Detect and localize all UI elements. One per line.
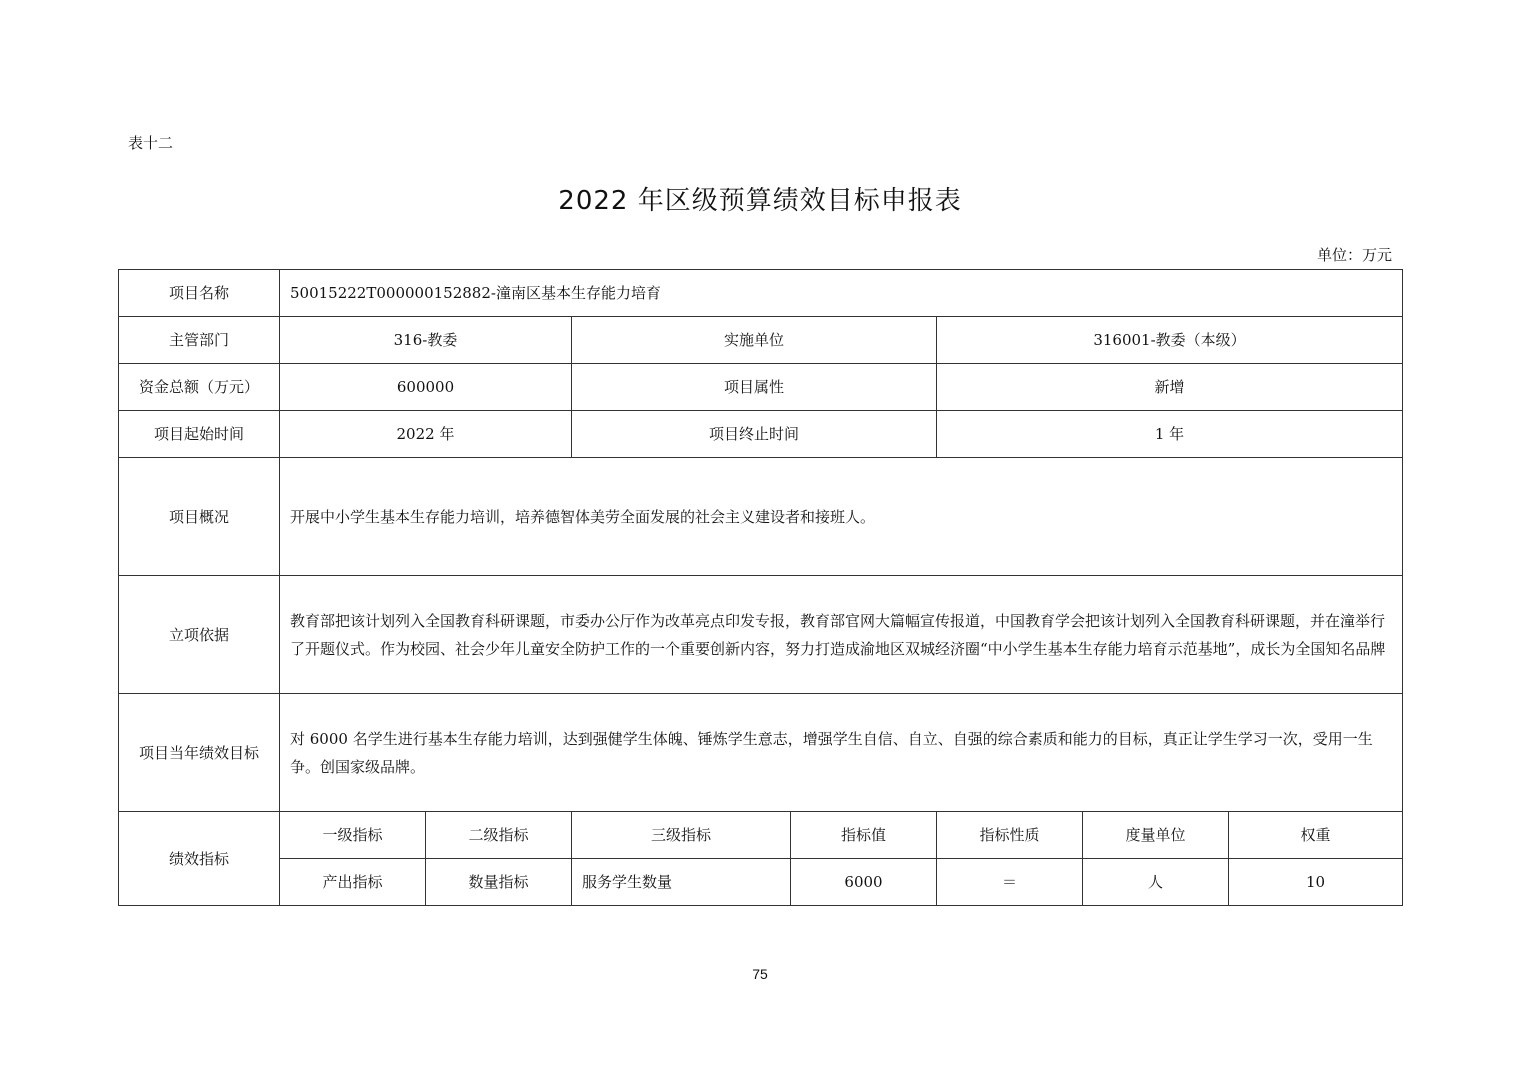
indicator-header-nature: 指标性质: [937, 812, 1083, 859]
table-row-department: [119, 317, 1403, 364]
table-row-indicator: [119, 859, 1403, 906]
indicator-header-weight: 权重: [1229, 812, 1403, 859]
start-time-label: 项目起始时间: [119, 411, 280, 458]
table-row-fund: [119, 364, 1403, 411]
table-row-overview: [119, 458, 1403, 576]
indicator-value: 6000: [791, 859, 937, 906]
table-row-project-name: [119, 270, 1403, 317]
indicator-header-level2: 二级指标: [426, 812, 572, 859]
table-row-time: [119, 411, 1403, 458]
basis-value: 教育部把该计划列入全国教育科研课题，市委办公厅作为改革亮点印发专报，教育部官网大篇幅宣传报道，中国教育学会把该计划列入全国教育科研课题，并在潼举行了开题仪式。作为校园、社会少年儿童安全防护工作的一个重要创新内容，努力打造成渝地区双城经济圈“中小学生基本生存能力培育示范基地”，成长为全国知名品牌: [280, 576, 1403, 694]
indicator-header-level1: 一级指标: [280, 812, 426, 859]
overview-label: 项目概况: [119, 458, 280, 576]
budget-performance-table: [118, 269, 1403, 906]
project-attribute-value: 新增: [937, 364, 1403, 411]
basis-label: 立项依据: [119, 576, 280, 694]
unit-label: 单位：万元: [1316, 246, 1392, 264]
page-number: 75: [752, 966, 768, 982]
project-attribute-label: 项目属性: [572, 364, 937, 411]
total-fund-label: 资金总额（万元）: [119, 364, 280, 411]
page-title: 2022 年区级预算绩效目标申报表: [558, 186, 962, 216]
implementing-unit-value: 316001-教委（本级）: [937, 317, 1403, 364]
table-label: 表十二: [128, 134, 174, 152]
indicator-header-value: 指标值: [791, 812, 937, 859]
indicator-weight: 10: [1229, 859, 1403, 906]
annual-goal-label: 项目当年绩效目标: [119, 694, 280, 812]
overview-value: 开展中小学生基本生存能力培训，培养德智体美劳全面发展的社会主义建设者和接班人。: [280, 458, 1403, 576]
project-name-value: 50015222T000000152882-潼南区基本生存能力培育: [280, 270, 1403, 317]
end-time-value: 1 年: [937, 411, 1403, 458]
indicator-header-level3: 三级指标: [572, 812, 791, 859]
total-fund-value: 600000: [280, 364, 572, 411]
indicator-level3: 服务学生数量: [572, 859, 791, 906]
start-time-value: 2022 年: [280, 411, 572, 458]
indicator-unit: 人: [1083, 859, 1229, 906]
table-row-indicator-header: [119, 812, 1403, 859]
annual-goal-value: 对 6000 名学生进行基本生存能力培训，达到强健学生体魄、锤炼学生意志，增强学生自信、自立、自强的综合素质和能力的目标，真正让学生学习一次，受用一生争。创国家级品牌。: [280, 694, 1403, 812]
department-value: 316-教委: [280, 317, 572, 364]
indicators-label: 绩效指标: [119, 812, 280, 906]
project-name-label: 项目名称: [119, 270, 280, 317]
implementing-unit-label: 实施单位: [572, 317, 937, 364]
table-row-goal: [119, 694, 1403, 812]
indicator-header-unit: 度量单位: [1083, 812, 1229, 859]
indicator-nature: ＝: [937, 859, 1083, 906]
department-label: 主管部门: [119, 317, 280, 364]
indicator-level1: 产出指标: [280, 859, 426, 906]
table-row-basis: [119, 576, 1403, 694]
end-time-label: 项目终止时间: [572, 411, 937, 458]
indicator-level2: 数量指标: [426, 859, 572, 906]
